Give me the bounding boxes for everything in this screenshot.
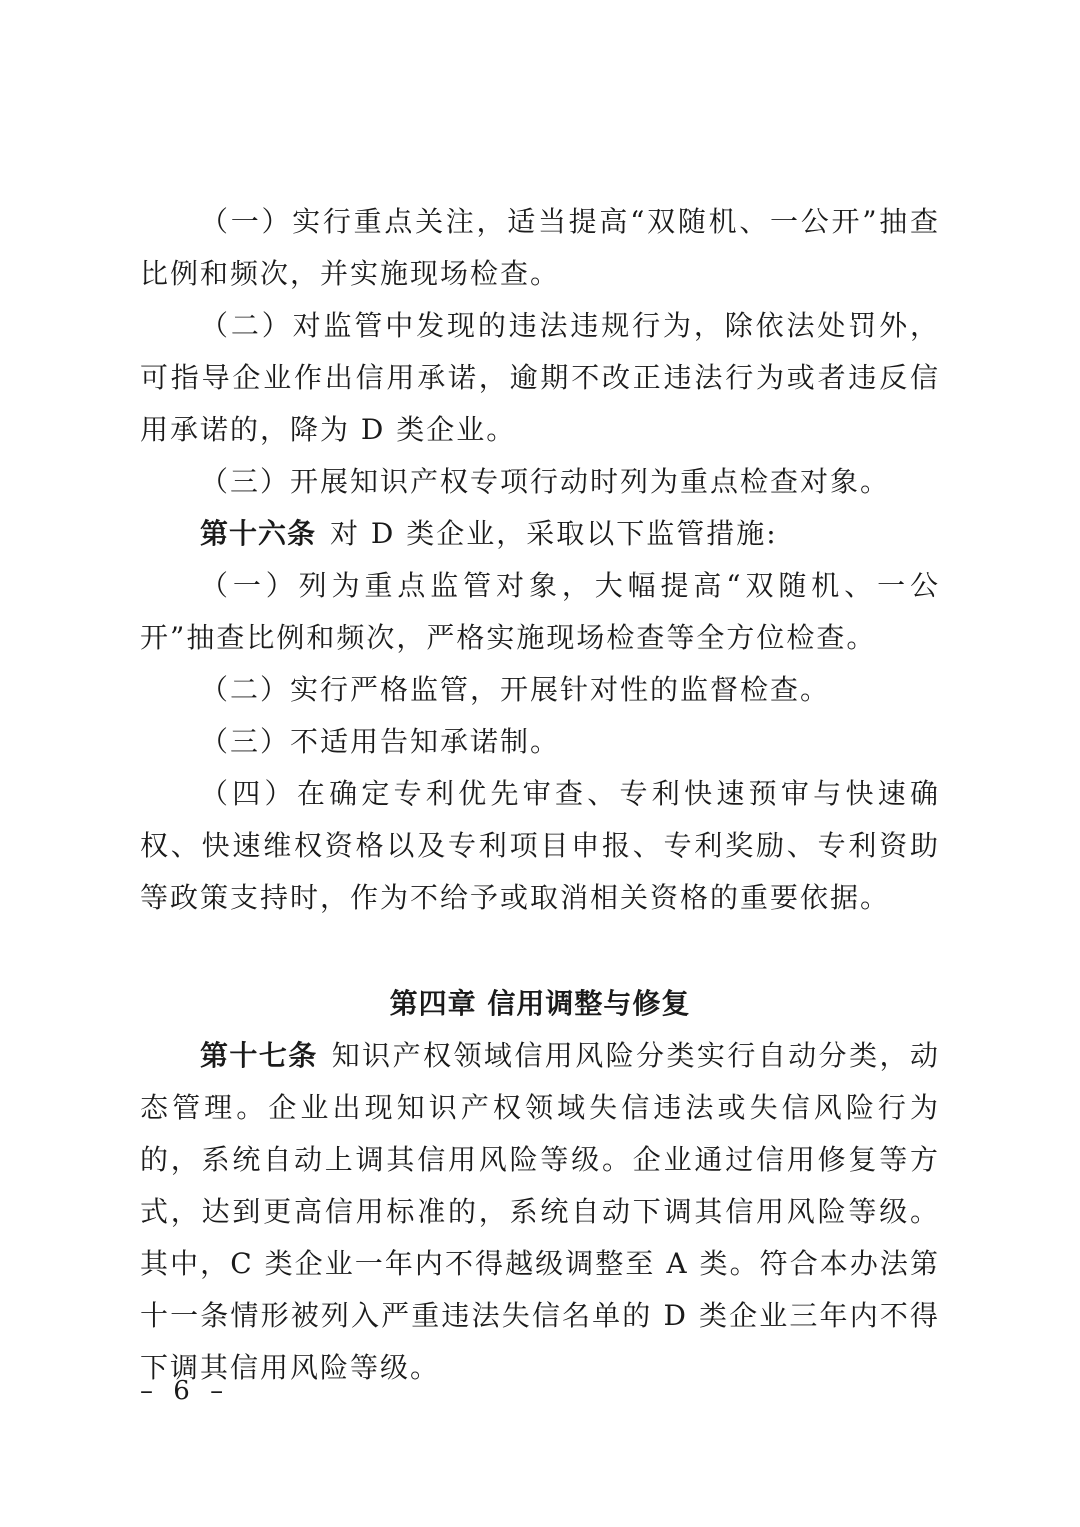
paragraph-text: （三）开展知识产权专项行动时列为重点检查对象。 — [200, 465, 891, 498]
clause-paragraph — [140, 560, 940, 664]
paragraph-text: 对 D 类企业，采取以下监管措施: — [330, 517, 778, 550]
clause-paragraph — [140, 768, 940, 924]
paragraph-text: （三）不适用告知承诺制。 — [200, 725, 561, 758]
paragraph-text: （二）对监管中发现的违法违规行为，除依法处罚外，可指导企业作出信用承诺，逾期不改正违法行为或者违反信用承诺的，降为 D 类企业。 — [140, 309, 940, 446]
paragraph-text: 知识产权领域信用风险分类实行自动分类，动态管理。企业出现知识产权领域失信违法或失信风险行为的，系统自动上调其信用风险等级。企业通过信用修复等方式，达到更高信用标准的，系统自动下调其信用风险等级。其中，C 类企业一年内不得越级调整至 A 类。符合本办法第十一条情形被列入严重违法失信名单的 D 类企业三年内不得下调其信用风险等级。 — [140, 1039, 940, 1384]
clause-paragraph — [140, 456, 940, 508]
clause-paragraph — [140, 196, 940, 300]
article-label: 第十七条 — [200, 1039, 318, 1072]
document-body — [140, 196, 940, 1394]
chapter-title: 第四章 信用调整与修复 — [389, 987, 691, 1020]
paragraph-text: （二）实行严格监管，开展针对性的监督检查。 — [200, 673, 831, 706]
page-number: – 6 – — [140, 1376, 230, 1406]
article-label: 第十六条 — [200, 517, 317, 550]
clause-paragraph — [140, 300, 940, 456]
paragraph-text: （四）在确定专利优先审查、专利快速预审与快速确权、快速维权资格以及专利项目申报、专利奖励、专利资助等政策支持时，作为不给予或取消相关资格的重要依据。 — [140, 777, 940, 914]
paragraph-text: （一）列为重点监管对象，大幅提高“双随机、一公开”抽查比例和频次，严格实施现场检查等全方位检查。 — [140, 569, 940, 654]
clause-paragraph — [140, 716, 940, 768]
clause-paragraph — [140, 664, 940, 716]
paragraph-text: （一）实行重点关注，适当提高“双随机、一公开”抽查比例和频次，并实施现场检查。 — [140, 205, 940, 290]
article-paragraph — [140, 508, 940, 560]
article-paragraph — [140, 1030, 940, 1394]
